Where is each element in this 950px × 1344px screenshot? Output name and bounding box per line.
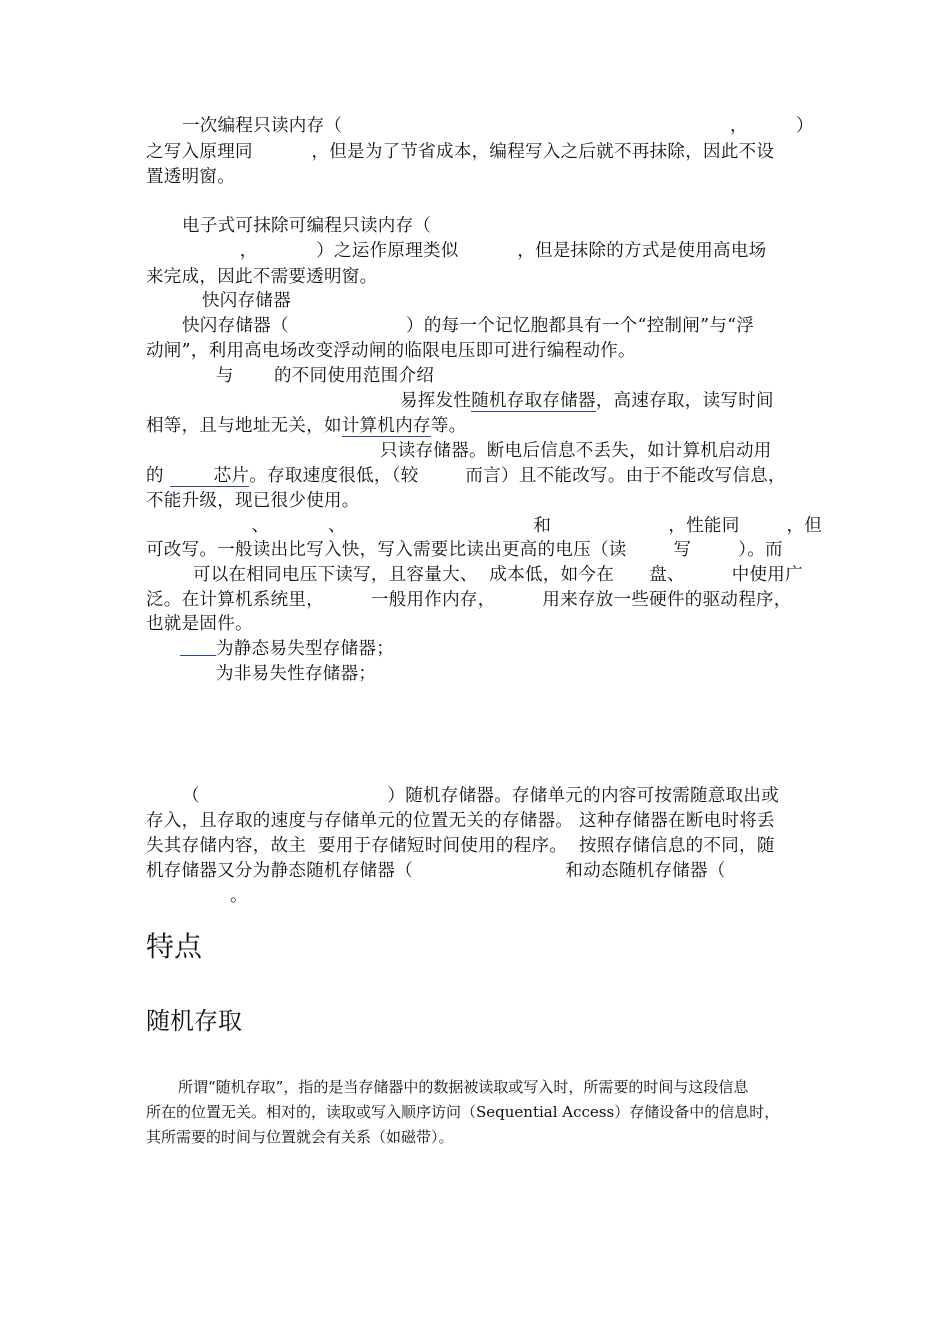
otp-line-3: 置透明窗。 xyxy=(146,167,235,187)
flash-line-1: 快闪存储器（ ）的每一个记忆胞都具有一个“控制闸”与“浮 xyxy=(182,316,755,336)
ram-link[interactable]: 随机存取存储器 xyxy=(471,391,596,411)
ram-line-2: 相等，且与地址无关，如计算机内存等。 xyxy=(146,416,467,436)
eeprom-line-1: 电子式可抹除可编程只读内存（ xyxy=(182,216,432,236)
random-para-line-3: 其所需要的时间与位置就会有关系（如磁带）。 xyxy=(146,1128,454,1146)
ram-def-line-5: 。 xyxy=(230,886,248,906)
eep-line-5: 也就是固件。 xyxy=(146,614,253,634)
ram-def-line-3: 失其存储内容，故主 要用于存储短时间使用的程序。 按照存储信息的不同，随 xyxy=(146,836,775,856)
note-line-2: 为非易失性存储器； xyxy=(216,664,377,684)
ram-def-line-4: 机存储器又分为静态随机存储器（ 和动态随机存储器（ xyxy=(146,861,726,881)
eeprom-line-2: ， ）之运作原理类似 ，但是抹除的方式是使用高电场 xyxy=(146,241,767,261)
eep-line-1: 、 、 和 ，性能同 ，但 xyxy=(146,516,823,536)
rom-line-2: 的 芯片。存取速度很低，（较 而言）且不能改写。由于不能改写信息， xyxy=(146,466,786,486)
random-access-heading: 随机存取 xyxy=(146,1007,242,1035)
eep-line-2: 可改写。一般读出比写入快，写入需要比读出更高的电压（读 写 ）。而 xyxy=(146,540,783,560)
computer-memory-link[interactable]: 计算机内存 xyxy=(341,416,431,436)
chip-link[interactable]: 芯片 xyxy=(170,466,250,487)
ram-def-line-1: （ ）随机存储器。存储单元的内容可按需随意取出或 xyxy=(182,786,780,806)
otp-line-1: 一次编程只读内存（ ， ） xyxy=(182,116,814,136)
ram-def-line-2: 存入，且存取的速度与存储单元的位置无关的存储器。 这种存储器在断电时将丢 xyxy=(146,811,775,831)
random-para-line-2: 所在的位置无关。相对的，读取或写入顺序访问（Sequential Access）存储设备中的信息时， xyxy=(146,1103,780,1121)
flash-line-2: 动闸”，利用高电场改变浮动闸的临限电压即可进行编程动作。 xyxy=(146,341,636,361)
feature-heading: 特点 xyxy=(146,930,203,963)
rom-line-3: 不能升级，现已很少使用。 xyxy=(146,491,360,511)
random-para-line-1: 所谓“随机存取”，指的是当存储器中的数据被读取或写入时，所需要的时间与这段信息 xyxy=(178,1078,749,1096)
document-page: 一次编程只读内存（ ， ） 之写入原理同 ，但是为了节省成本，编程写入之后就不再抹除，因此不设 置透明窗。 电子式可抹除可编程只读内存（ ， ）之运作原理类似 ，但是抹除的方式是使用高电场 来完成，因此不需要透明窗。 快闪存储器 快闪存储器（ ）的每一个记忆胞都具有一个“控制闸”与“浮 动闸”，利用高电场改变浮动闸的临限电压即可进行编程动作。 与 的不同使用范围介绍 易挥发性随机存取存储器，高速存取，读写时间 相等，且与地址无关，如计算机内存等。 只读存储器。断电后信息不丢失，如计算机启动用 的 芯片。存取速度很低，（较 而言）且不能改写。由于不能改写信息， 不能升级，现已很少使用。 、 、 和 ，性能同 ，但 可改写。一般读出比写入快，写入需要比读出更高的电压（读 写 ）。而 可以在相同电压下读写，且容量大、 成本低，如今在 盘、 中使用广 泛。在计算机系统里， 一般用作内存， 用来存放一些硬件的驱动程序， 也就是固件。 为静态易失型存储器； 为非易失性存储器； （ ）随机存储器。存储单元的内容可按需随意取出或 存入，且存取的速度与存储单元的位置无关的存储器。 这种存储器在断电时将丢 失其存储内容，故主 要用于存储短时间使用的程序。 按照存储信息的不同，随 机存储器又分为静态随机存储器（ 和动态随机存储器（ 。 特点 随机存取 所谓“随机存取”，指的是当存储器中的数据被读取或写入时，所需要的时间与这段信息 所在的位置无关。相对的，读取或写入顺序访问（Sequential Access）存储设备中的信息时， 其所需要的时间与位置就会有关系（如磁带）。 xyxy=(0,0,950,1344)
eep-line-4: 泛。在计算机系统里， 一般用作内存， 用来存放一些硬件的驱动程序， xyxy=(146,590,792,610)
note-line-1: 为静态易失型存储器； xyxy=(146,637,844,662)
eep-line-3: 可以在相同电压下读写，且容量大、 成本低，如今在 盘、 中使用广 xyxy=(146,565,803,585)
otp-line-2: 之写入原理同 ，但是为了节省成本，编程写入之后就不再抹除，因此不设 xyxy=(146,142,775,162)
flash-heading: 快闪存储器 xyxy=(202,291,291,311)
eeprom-line-3: 来完成，因此不需要透明窗。 xyxy=(146,267,378,287)
blank-link[interactable] xyxy=(180,637,216,656)
